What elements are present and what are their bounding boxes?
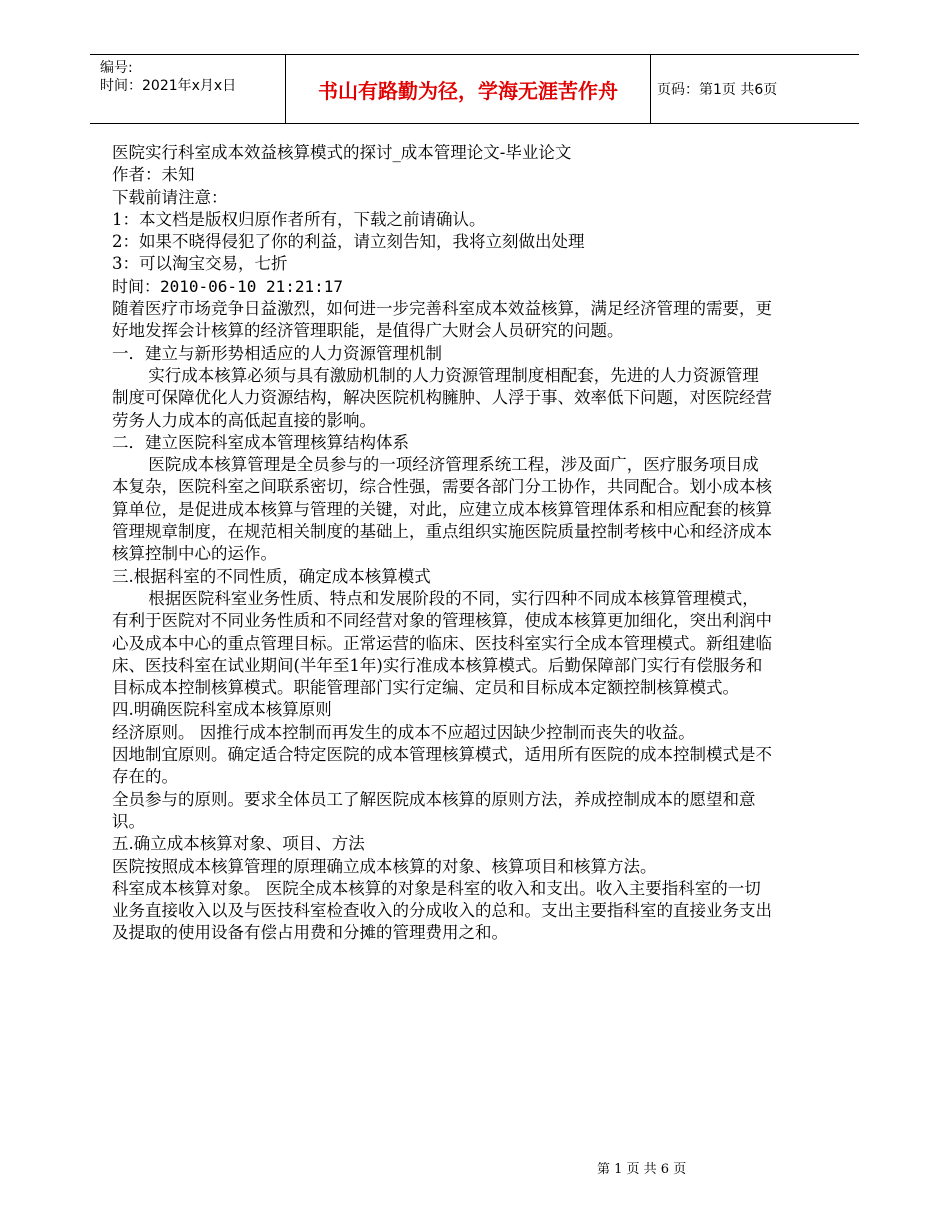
notice-item: 2：如果不晓得侵犯了你的利益，请立刻告知，我将立刻做出处理 (112, 232, 585, 252)
author-line: 作者：未知 (112, 165, 195, 185)
header-page-info: 页码：第1页 共6页 (657, 82, 778, 98)
page-header (90, 54, 859, 124)
time-line: 时间：2010-06-10 21:21:17 (112, 276, 344, 296)
section-heading: 四.明确医院科室成本核算原则 (112, 700, 332, 720)
page-footer: 第 1 页 共 6 页 (597, 1162, 687, 1177)
body-paragraph: 科室成本核算对象。 医院全成本核算的对象是科室的收入和支出。收入主要指科室的一切业务直接收入以及与医技科室检查收入的分成收入的总和。支出主要指科室的直接业务支出及提取的使用设备有偿占用费和分摊的管理费用之和。 (112, 878, 772, 943)
notice-item: 3：可以淘宝交易，七折 (112, 254, 288, 274)
body-paragraph: 根据医院科室业务性质、特点和发展阶段的不同，实行四种不同成本核算管理模式，有利于医院对不同业务性质和不同经营对象的管理核算，使成本核算更加细化，突出利润中心及成本中心的重点管理目标。正常运营的临床、医技科室实行全成本管理模式。新组建临床、医技科室在试业期间(半年至1年)实行准成本核算模式。后勤保障部门实行有偿服务和目标成本控制核算模式。职能管理部门实行定编、定员和目标成本定额控制核算模式。 (112, 588, 772, 698)
body-paragraph: 因地制宜原则。确定适合特定医院的成本管理核算模式，适用所有医院的成本控制模式是不存在的。 (112, 745, 772, 787)
section-heading: 三.根据科室的不同性质，确定成本核算模式 (112, 566, 431, 586)
body-paragraph: 实行成本核算必须与具有激励机制的人力资源管理制度相配套，先进的人力资源管理制度可保障优化人力资源结构，解决医院机构臃肿、人浮于事、效率低下问题，对医院经营劳务人力成本的高低起直接的影响。 (112, 365, 772, 430)
body-paragraph: 医院成本核算管理是全员参与的一项经济管理系统工程，涉及面广，医疗服务项目成本复杂，医院科室之间联系密切，综合性强，需要各部门分工协作，共同配合。划小成本核算单位，是促进成本核算与管理的关键，对此，应建立成本核算管理体系和相应配套的核算管理规章制度，在规范相关制度的基础上，重点组织实施医院质量控制考核中心和经济成本核算控制中心的运作。 (112, 455, 772, 564)
date-line: 时间：2021年x月x日 (100, 78, 237, 94)
body-paragraph: 经济原则。 因推行成本控制而再发生的成本不应超过因缺少控制而丧失的收益。 (112, 722, 695, 742)
document-title: 医院实行科室成本效益核算模式的探讨_成本管理论文-毕业论文 (112, 143, 572, 162)
body-paragraph: 医院按照成本核算管理的原理确立成本核算的对象、核算项目和核算方法。 (112, 856, 657, 876)
header-divider (650, 55, 651, 123)
notice-item: 1：本文档是版权归原作者所有，下载之前请确认。 (112, 209, 486, 229)
section-heading: 二．建立医院科室成本管理核算结构体系 (112, 432, 409, 452)
document-body (112, 142, 772, 945)
header-motto: 书山有路勤为径，学海无涯苦作舟 (318, 78, 618, 103)
body-paragraph: 全员参与的原则。要求全体员工了解医院成本核算的原则方法，养成控制成本的愿望和意识。 (112, 789, 756, 831)
section-heading: 五.确立成本核算对象、项目、方法 (112, 834, 365, 854)
section-heading: 一．建立与新形势相适应的人力资源管理机制 (112, 343, 442, 363)
header-meta (100, 59, 236, 95)
notice-heading: 下载前请注意： (112, 187, 228, 207)
number-label: 编号: (100, 60, 133, 76)
intro-paragraph: 随着医疗市场竞争日益激烈，如何进一步完善科室成本效益核算，满足经济管理的需要，更好地发挥会计核算的经济管理职能，是值得广大财会人员研究的问题。 (112, 299, 772, 341)
